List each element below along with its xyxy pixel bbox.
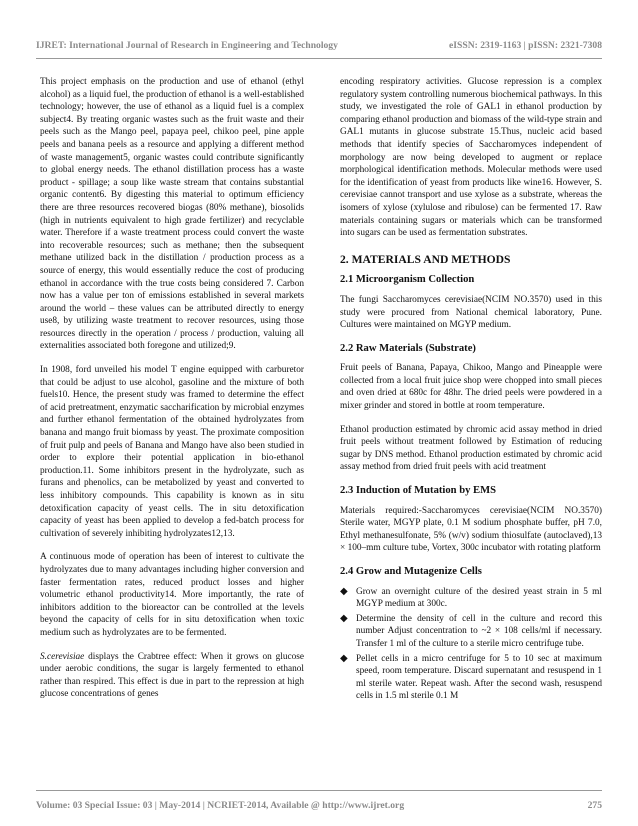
subsection-heading: 2.2 Raw Materials (Substrate) (340, 342, 476, 354)
paragraph: Fruit peels of Banana, Papaya, Chikoo, Mango and Pineapple were collected from a local fruit juice shop were chopped into small pieces and oven dried at 680c for 48hr. The dried peels were powdered in a mixer grinder and stored in bottle at room temperature. (340, 363, 602, 412)
issn: eISSN: 2319-1163 | pISSN: 2321-7308 (449, 40, 602, 51)
diamond-bullet-icon: ◆ (340, 612, 348, 624)
paragraph: Ethanol production estimated by chromic acid assay method in dried fruit peels without treatment followed by Estimation of reducing sugar by DNS method. Ethanol production estimated by chromic acid assay method from dried fruit peels with acid treatment (340, 424, 602, 473)
list-item: ◆ Determine the density of cell in the culture and record this number Adjust concentration to ~2 × 108 cells/ml if necessary. Transfer 1 ml of the culture to a sterile micro centrifuge tube. (340, 612, 602, 649)
section-heading: 2. MATERIALS AND METHODS (340, 252, 511, 266)
subsection-heading: 2.3 Induction of Mutation by EMS (340, 485, 496, 497)
volume-info: Volume: 03 Special Issue: 03 | May-2014 | NCRIET-2014, Available @ http://www.ijret.org (36, 800, 405, 811)
page-number: 275 (587, 800, 602, 811)
paragraph: encoding respiratory activities. Glucose repression is a complex regulatory system controlling numerous biochemical pathways. In this study, we investigated the role of GAL1 in ethanol production by comparing ethanol production and biomass of the wild-type strain and GAL1 mutants in glucose substrate 15.Thus, nucleic acid based methods that identify species of Saccharomyces independent of morphology are now being developed to augment or replace morphological identification methods. Molecular methods were used for the identification of yeast from products like wine16. However, S. cerevisiae cannot transport and use xylose as a substrate, whereas the isomers of xylose (xylulose and ribulose) can be fermented 17. Raw materials containing sugars or materials which can be transformed into sugars can be used as fermentation substrates. (340, 77, 602, 239)
diamond-bullet-icon: ◆ (340, 585, 348, 597)
paragraph: A continuous mode of operation has been of interest to cultivate the hydrolyzates due to many advantages including higher conversion and faster fermentation rates, reduced product losses and higher volumetric ethanol productivity14. More importantly, the rate of inhibitors addition to the bioreactor can be controlled at the levels beyond the capacity of cells for in situ detoxification when toxic medium such as hydrolyzates are to be fermented. (40, 552, 304, 638)
list-item: ◆ Grow an overnight culture of the desired yeast strain in 5 ml MGYP medium at 300c. (340, 585, 602, 610)
paragraph (40, 651, 304, 701)
footer-divider (36, 790, 602, 791)
header-divider (36, 58, 602, 59)
species-name: S.cerevisiae (40, 651, 85, 662)
paragraph: The fungi Saccharomyces cerevisiae(NCIM NO.3570) used in this study were procured from National chemical laboratory, Pune. Cultures were maintained on MGYP medium. (340, 294, 602, 331)
subsection-heading: 2.1 Microorganism Collection (340, 274, 475, 286)
list-item: ◆ Pellet cells in a micro centrifuge for 5 to 10 sec at maximum speed, room temperature. Discard supernatant and resuspend in 1 ml sterile water. Repeat wash. After the second wash, resuspend cells in 1.5 ml sterile 0.1 M (340, 652, 602, 702)
paragraph: This project emphasis on the production and use of ethanol (ethyl alcohol) as a liquid fuel, the production of ethanol is a well-established technology; however, the use of ethanol as a liquid fuel is a complex subject4. By treating organic wastes such as the fruit waste and their peels such as the Mango peel, papaya peel, chikoo peel, pine apple peels and banana peels as a resource and applying a different method of waste management5, organic wastes could contribute significantly to global energy needs. The ethanol distillation process has a waste product - spillage; a soup like waste stream that contains substantial organic content6. By digesting this material to optimum efficiency there are three resources recovered biogas (80% methane), biosolids (high in nutrients equivalent to high grade fertilizer) and recyclable water. Therefore if a waste treatment process could convert the waste into recoverable resources; such as methane; then the subsequent methane utilized back in the distillation / production process as a source of energy, this would essentially reduce the cost of producing ethanol in accordance with the true costs being considered 7. Carbon now has a value per ton of emissions established in several markets around the world – these values can be attributed directly to energy use8, by utilizing waste treatment to recover resources, using those resources directly in the operation / process / production, valuing all externalities associated both foregone and utilized;9. (40, 77, 304, 352)
diamond-bullet-icon: ◆ (340, 652, 348, 664)
paragraph: In 1908, ford unveiled his model T engine equipped with carburetor that could be adjust to use alcohol, gasoline and the mixture of both fuels10. Hence, the present study was framed to determine the effect of acid pretreatment, enzymatic saccharification by microbial enzymes and further ethanol fermentation of the obtained hydrolyzates from banana and mango fruit biomass by yeast. The proximate composition of fruit pulp and peels of Banana and Mango have also been studied in order to explore their potential application in bio-ethanol production.11. Some inhibitors present in the hydrolyzate, such as furans and phenolics, can be metabolized by yeast and converted to less inhibitory compounds. This capability is known as in situ detoxification capacity of yeast cells. The in situ detoxification capacity of yeast has been applied to develop a fed-batch process for cultivation of severely inhibiting hydrolyzates12,13. (40, 365, 304, 539)
journal-title: IJRET: International Journal of Research in Engineering and Technology (36, 40, 338, 51)
paragraph: Materials required:-Saccharomyces cerevisiae(NCIM NO.3570) Sterile water, MGYP plate, 0.1 M sodium phosphate buffer, pH 7.0, Ethyl methanesulfonate, 5% (w/v) sodium thiosulfate (autoclaved),13 × 100–mm culture tube, Vortex, 300c incubator with rotating platform (340, 505, 602, 554)
right-column (340, 76, 602, 705)
subsection-heading: 2.4 Grow and Mutagenize Cells (340, 566, 482, 577)
paragraph-text: displays the Crabtree effect: When it grows on glucose under aerobic conditions, the sugar is largely fermented to ethanol rather than respired. This effect is due in part to the repression at high glucose concentrations of genes (40, 651, 304, 700)
bullet-list (340, 586, 602, 703)
left-column (40, 76, 304, 712)
